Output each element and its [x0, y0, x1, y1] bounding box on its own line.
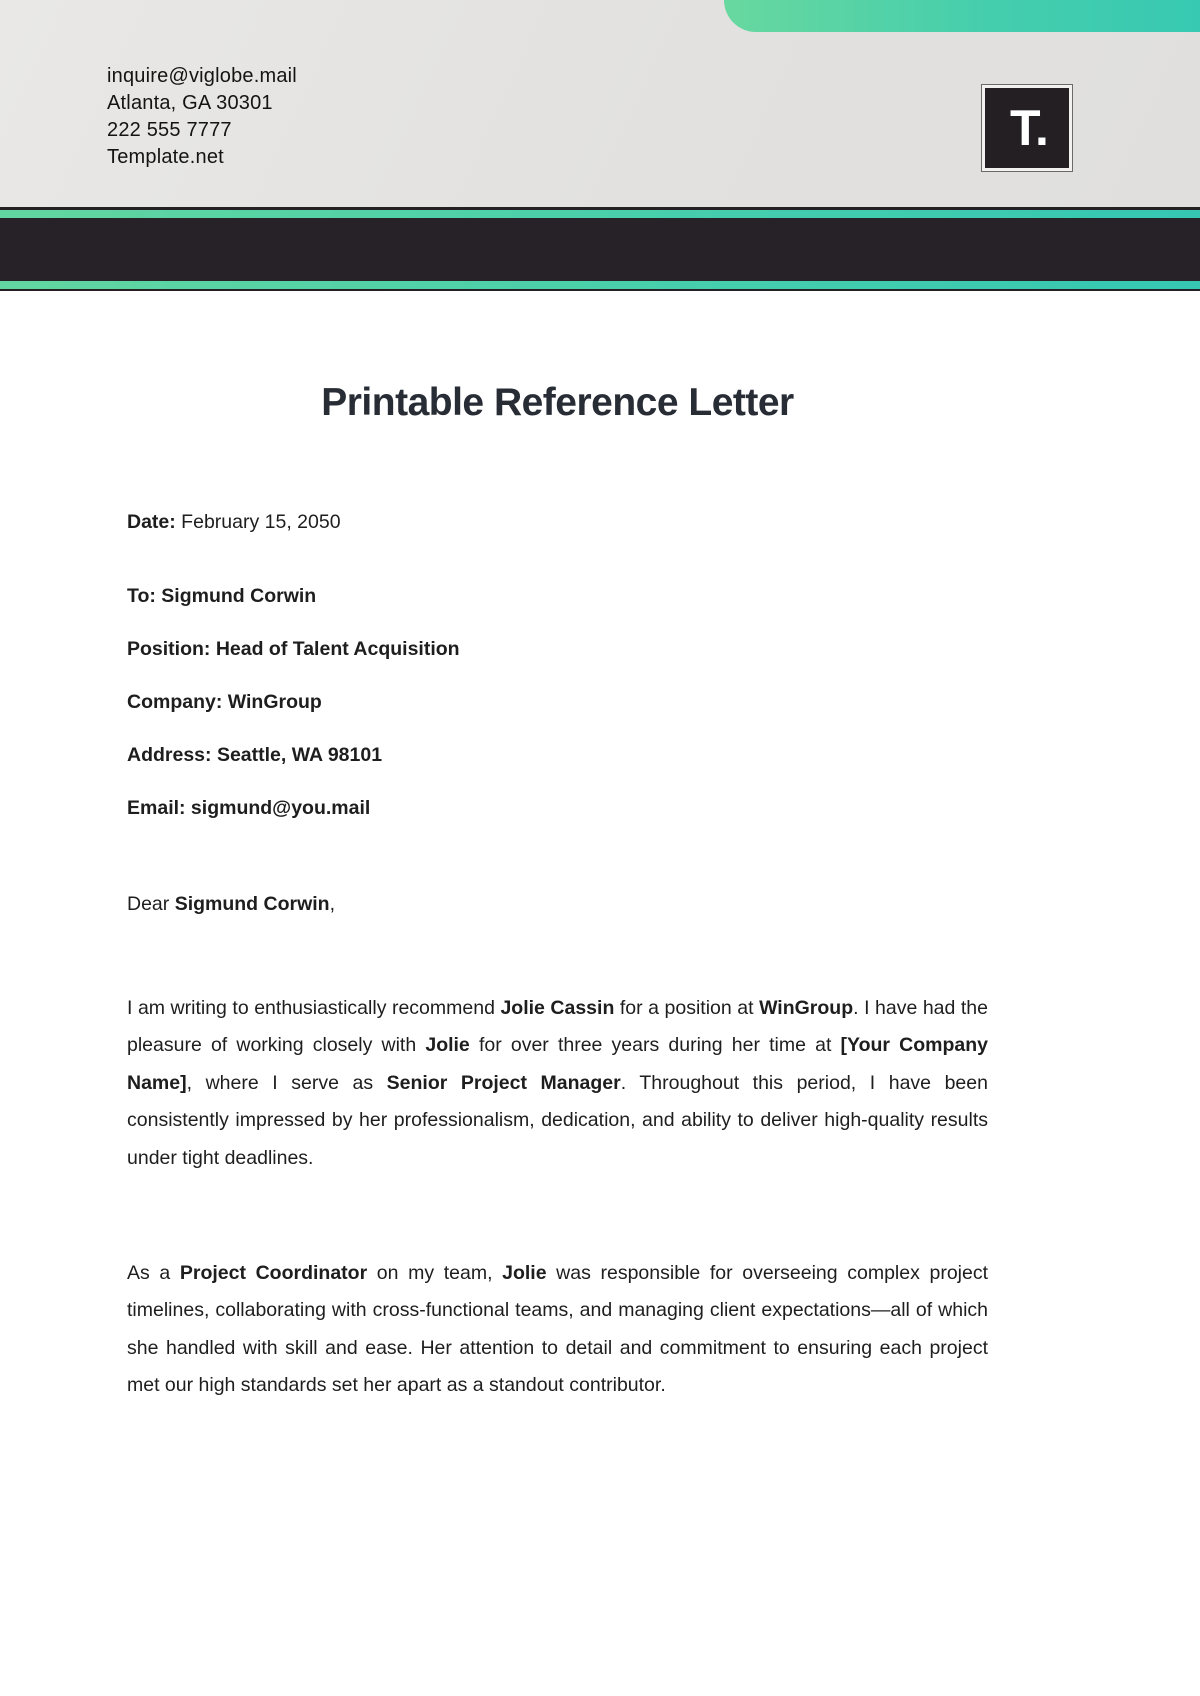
recipient-line-address: Address: Seattle, WA 98101: [127, 744, 383, 766]
salutation: Dear Sigmund Corwin,: [127, 893, 336, 915]
contact-line-email: inquire@viglobe.mail: [107, 65, 297, 87]
letterhead: [0, 0, 1200, 207]
contact-block: [107, 63, 297, 171]
letter-title: Printable Reference Letter: [321, 381, 794, 424]
contact-line-website: Template.net: [107, 146, 224, 168]
paragraph-2: As a Project Coordinator on my team, Jolie was responsible for overseeing complex project timelines, collaborating with cross-functional teams, and managing client expectations—all of which she handled with skill and ease. Her attention to detail and commitment to ensuring each project met our high standards set her apart as a standout contributor.: [127, 1262, 989, 1397]
teal-corner-shape: [724, 0, 1200, 32]
brand-logo-letter: T.: [1010, 100, 1049, 156]
paragraph-1: I am writing to enthusiastically recommend Jolie Cassin for a position at WinGroup. I have had the pleasure of working closely with Jolie for over three years during her time at [Your Company Name], where I serve as Senior Project Manager. Throughout this period, I have been consistently impressed by her professionalism, dedication, and ability to deliver high-quality results under tight deadlines.: [127, 997, 988, 1169]
accent-bar-dark: [0, 218, 1200, 281]
date-line: Date: February 15, 2050: [127, 511, 341, 533]
contact-line-phone: 222 555 7777: [107, 119, 232, 141]
accent-bar-teal-bottom: [0, 281, 1200, 289]
recipient-line-position: Position: Head of Talent Acquisition: [127, 638, 460, 660]
letter-body: [0, 381, 1200, 1405]
recipient-block: [127, 570, 988, 835]
accent-bar-teal-top: [0, 210, 1200, 218]
accent-bar-bottom-line: [0, 289, 1200, 291]
contact-line-address: Atlanta, GA 30301: [107, 92, 273, 114]
recipient-line-to: To: Sigmund Corwin: [127, 585, 317, 607]
brand-logo: [982, 85, 1072, 171]
recipient-line-email: Email: sigmund@you.mail: [127, 797, 371, 819]
recipient-line-company: Company: WinGroup: [127, 691, 322, 713]
